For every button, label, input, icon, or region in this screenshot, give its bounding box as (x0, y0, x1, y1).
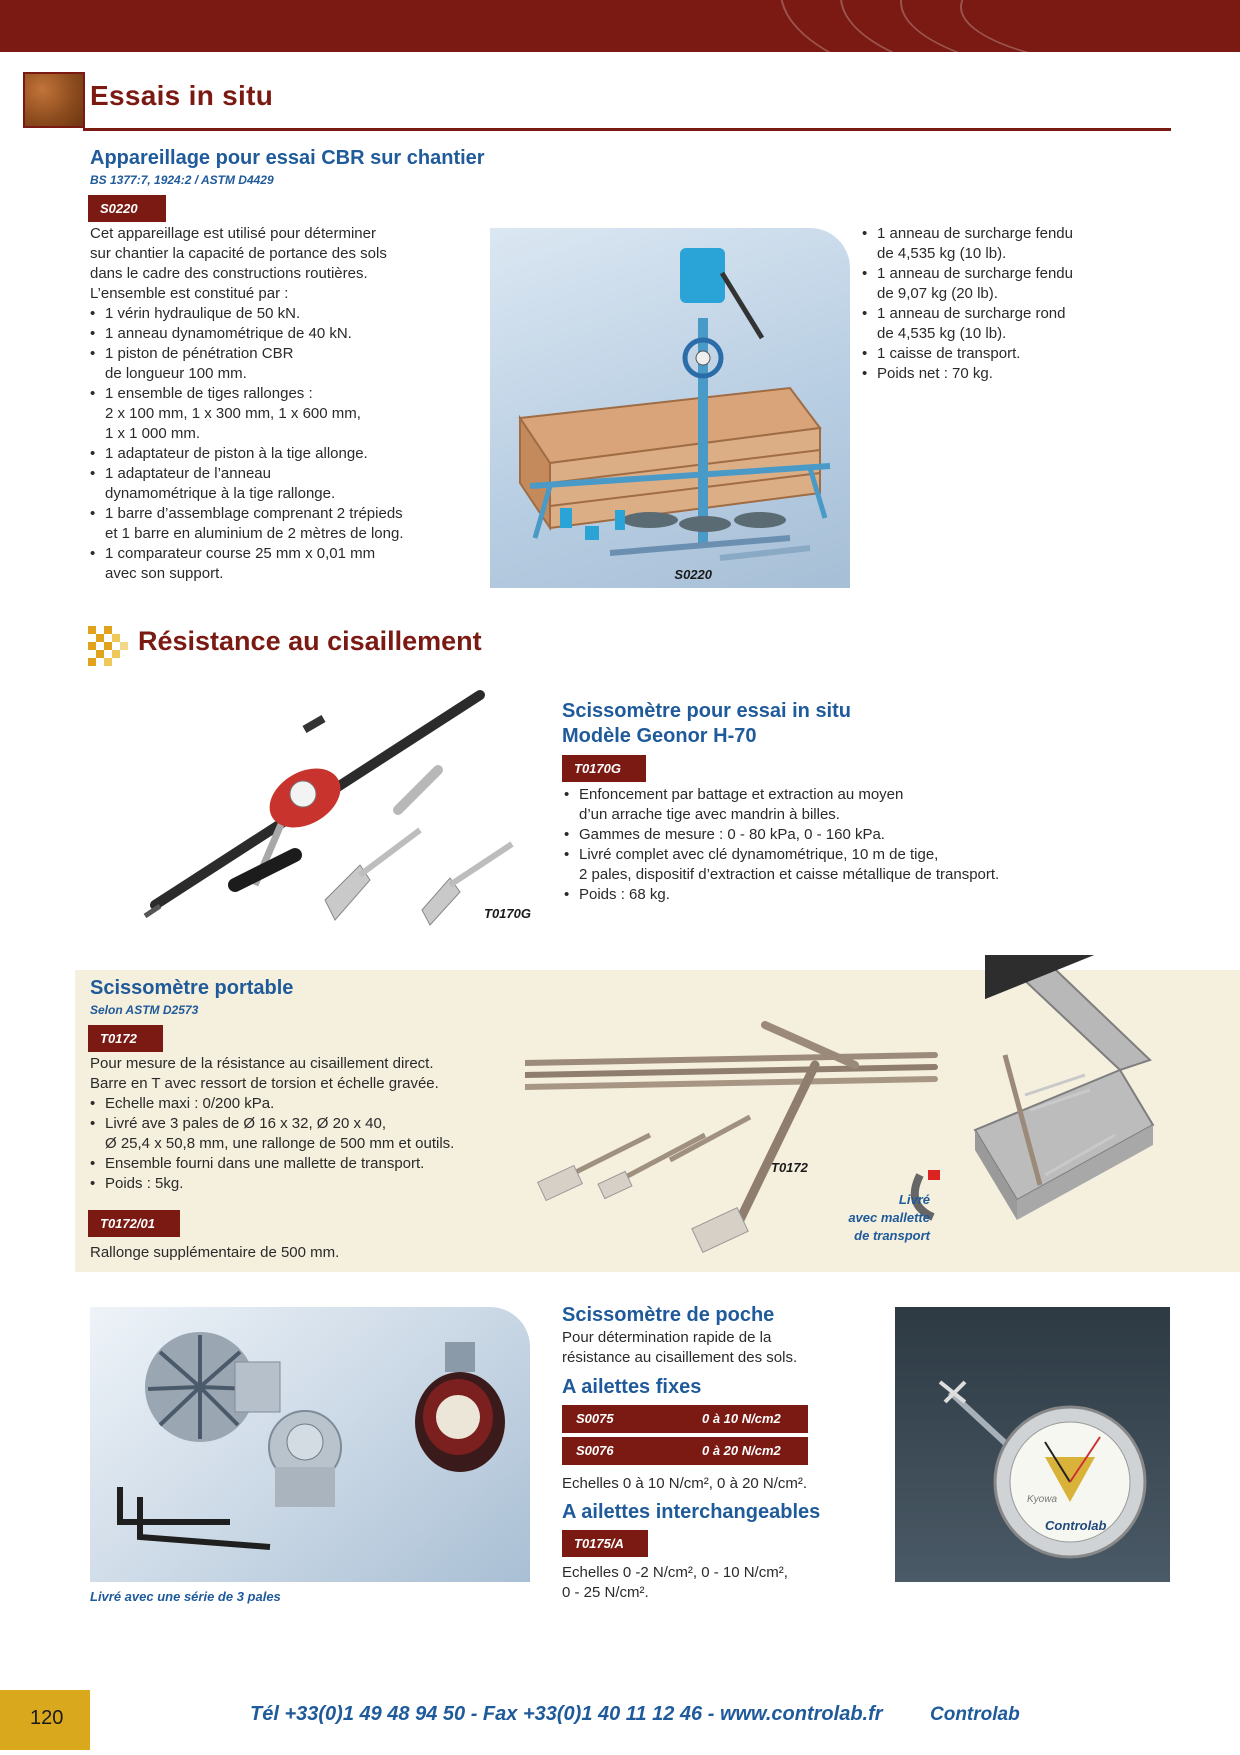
range-row (562, 1405, 808, 1433)
range-row (562, 1437, 808, 1465)
page-title: Essais in situ (90, 80, 274, 111)
list-item: • Poids : 5kg. (90, 1174, 530, 1194)
range-code: S0075 (576, 1411, 614, 1426)
interchangeable-code-badge: T0175/A (562, 1530, 648, 1557)
intro-line: Pour mesure de la résistance au cisaillement direct. (90, 1055, 434, 1072)
portable-extension-text: Rallonge supplémentaire de 500 mm. (90, 1244, 340, 1261)
list-item: • 1 caisse de transport. (862, 344, 1162, 364)
list-item: • 1 anneau dynamométrique de 40 kN. (90, 324, 490, 344)
list-item: • Poids net : 70 kg. (862, 364, 1162, 384)
list-item: • Gammes de mesure : 0 - 80 kPa, 0 - 160 kPa. (564, 825, 1184, 845)
pocket-gauge-photo (895, 1307, 1170, 1582)
gauge-maker-label: Kyowa (1027, 1494, 1058, 1505)
portable-extension-code-badge: T0172/01 (88, 1210, 180, 1237)
portable-standards: Selon ASTM D2573 (90, 1003, 199, 1017)
intro-line: sur chantier la capacité de portance des sols (90, 245, 387, 262)
geonor-code-badge: T0170G (562, 755, 646, 782)
cbr-description-continued (862, 224, 1162, 384)
top-banner (0, 0, 1240, 52)
geonor-description (564, 785, 1184, 905)
list-item: • Enfoncement par battage et extraction au moyen d’un arrache tige avec mandrin à billes. (564, 785, 1184, 825)
intro-line: Barre en T avec ressort de torsion et échelle gravée. (90, 1075, 439, 1092)
cbr-standards: BS 1377:7, 1924:2 / ASTM D4429 (90, 173, 274, 187)
pocket-blades-illustration (90, 1307, 530, 1582)
pocket-title: Scissomètre de poche (562, 1304, 775, 1326)
checker-icon (88, 626, 128, 666)
portable-title: Scissomètre portable (90, 977, 294, 999)
page-number: 120 (30, 1707, 64, 1729)
geonor-item-list (564, 785, 1184, 905)
fixed-scales: Echelles 0 à 10 N/cm², 0 à 20 N/cm². (562, 1475, 808, 1492)
interchangeable-scales: Echelles 0 -2 N/cm², 0 - 10 N/cm², 0 - 25 N/cm². (562, 1564, 788, 1601)
list-item: • 1 anneau de surcharge fendu de 4,535 kg (10 lb). (862, 224, 1162, 264)
title-rule (83, 128, 1171, 131)
portable-code-badge: T0172 (88, 1025, 163, 1052)
cbr-item-list (90, 304, 490, 584)
range-value: 0 à 20 N/cm2 (702, 1443, 781, 1458)
list-item: • 1 adaptateur de piston à la tige allonge. (90, 444, 490, 464)
list-item: • Echelle maxi : 0/200 kPa. (90, 1094, 530, 1114)
portable-item-list (90, 1094, 530, 1194)
cbr-apparatus-illustration (490, 228, 850, 588)
pocket-gauge-illustration (895, 1307, 1170, 1582)
soil-thumbnail (23, 72, 85, 128)
cbr-description (90, 224, 490, 584)
list-item: • 1 anneau de surcharge fendu de 9,07 kg (20 lb). (862, 264, 1162, 304)
list-item: • Ensemble fourni dans une mallette de transport. (90, 1154, 530, 1174)
list-item: • 1 adaptateur de l’anneau dynamométrique à la tige rallonge. (90, 464, 490, 504)
range-code: S0076 (576, 1443, 614, 1458)
list-item: • 1 anneau de surcharge rond de 4,535 kg (10 lb). (862, 304, 1162, 344)
gauge-brand-label: Controlab (1045, 1518, 1107, 1533)
cbr-photo (490, 228, 850, 588)
footer-contact: Tél +33(0)1 49 48 94 50 - Fax +33(0)1 40 11 12 46 - www.controlab.fr (250, 1703, 883, 1725)
shear-section-title: Résistance au cisaillement (138, 626, 482, 656)
portable-case-caption: Livré avec mallette de transport (848, 1192, 930, 1243)
geonor-photo-caption: T0170G (484, 906, 531, 921)
intro-line: L’ensemble est constitué par : (90, 285, 289, 302)
list-item: • 1 vérin hydraulique de 50 kN. (90, 304, 490, 324)
cbr-photo-caption: S0220 (674, 567, 712, 582)
cbr-code-badge: S0220 (88, 195, 166, 222)
footer-logo: Controlab (930, 1704, 1020, 1725)
list-item: • 1 comparateur course 25 mm x 0,01 mm avec son support. (90, 544, 490, 584)
intro-line: Cet appareillage est utilisé pour déterminer (90, 225, 376, 242)
list-item: • Livré complet avec clé dynamométrique, 10 m de tige, 2 pales, dispositif d’extraction et caisse métallique de transport. (564, 845, 1184, 885)
portable-photo-caption: T0172 (771, 1160, 808, 1175)
fixed-blades-title: A ailettes fixes (562, 1376, 702, 1398)
portable-description (90, 1054, 530, 1194)
list-item: • 1 barre d’assemblage comprenant 2 trépieds et 1 barre en aluminium de 2 mètres de long. (90, 504, 490, 544)
cbr-title: Appareillage pour essai CBR sur chantier (90, 147, 485, 169)
pocket-blades-photo (90, 1307, 530, 1582)
list-item: • Livré ave 3 pales de Ø 16 x 32, Ø 20 x 40, Ø 25,4 x 50,8 mm, une rallonge de 500 mm et outils. (90, 1114, 530, 1154)
list-item: • Poids : 68 kg. (564, 885, 1184, 905)
range-value: 0 à 10 N/cm2 (702, 1411, 781, 1426)
geonor-title-line1: Scissomètre pour essai in situ (562, 700, 851, 722)
pocket-blades-caption: Livré avec une série de 3 pales (90, 1589, 281, 1604)
interchangeable-title: A ailettes interchangeables (562, 1501, 821, 1523)
list-item: • 1 piston de pénétration CBR de longueur 100 mm. (90, 344, 490, 384)
pocket-intro: Pour détermination rapide de la résistance au cisaillement des sols. (562, 1329, 798, 1366)
geonor-photo (140, 680, 540, 930)
geonor-title-line2: Modèle Geonor H-70 (562, 725, 757, 747)
cbr-item-list-right (862, 224, 1162, 384)
intro-line: dans le cadre des constructions routières. (90, 265, 368, 282)
list-item: • 1 ensemble de tiges rallonges : 2 x 100 mm, 1 x 300 mm, 1 x 600 mm, 1 x 1 000 mm. (90, 384, 490, 444)
